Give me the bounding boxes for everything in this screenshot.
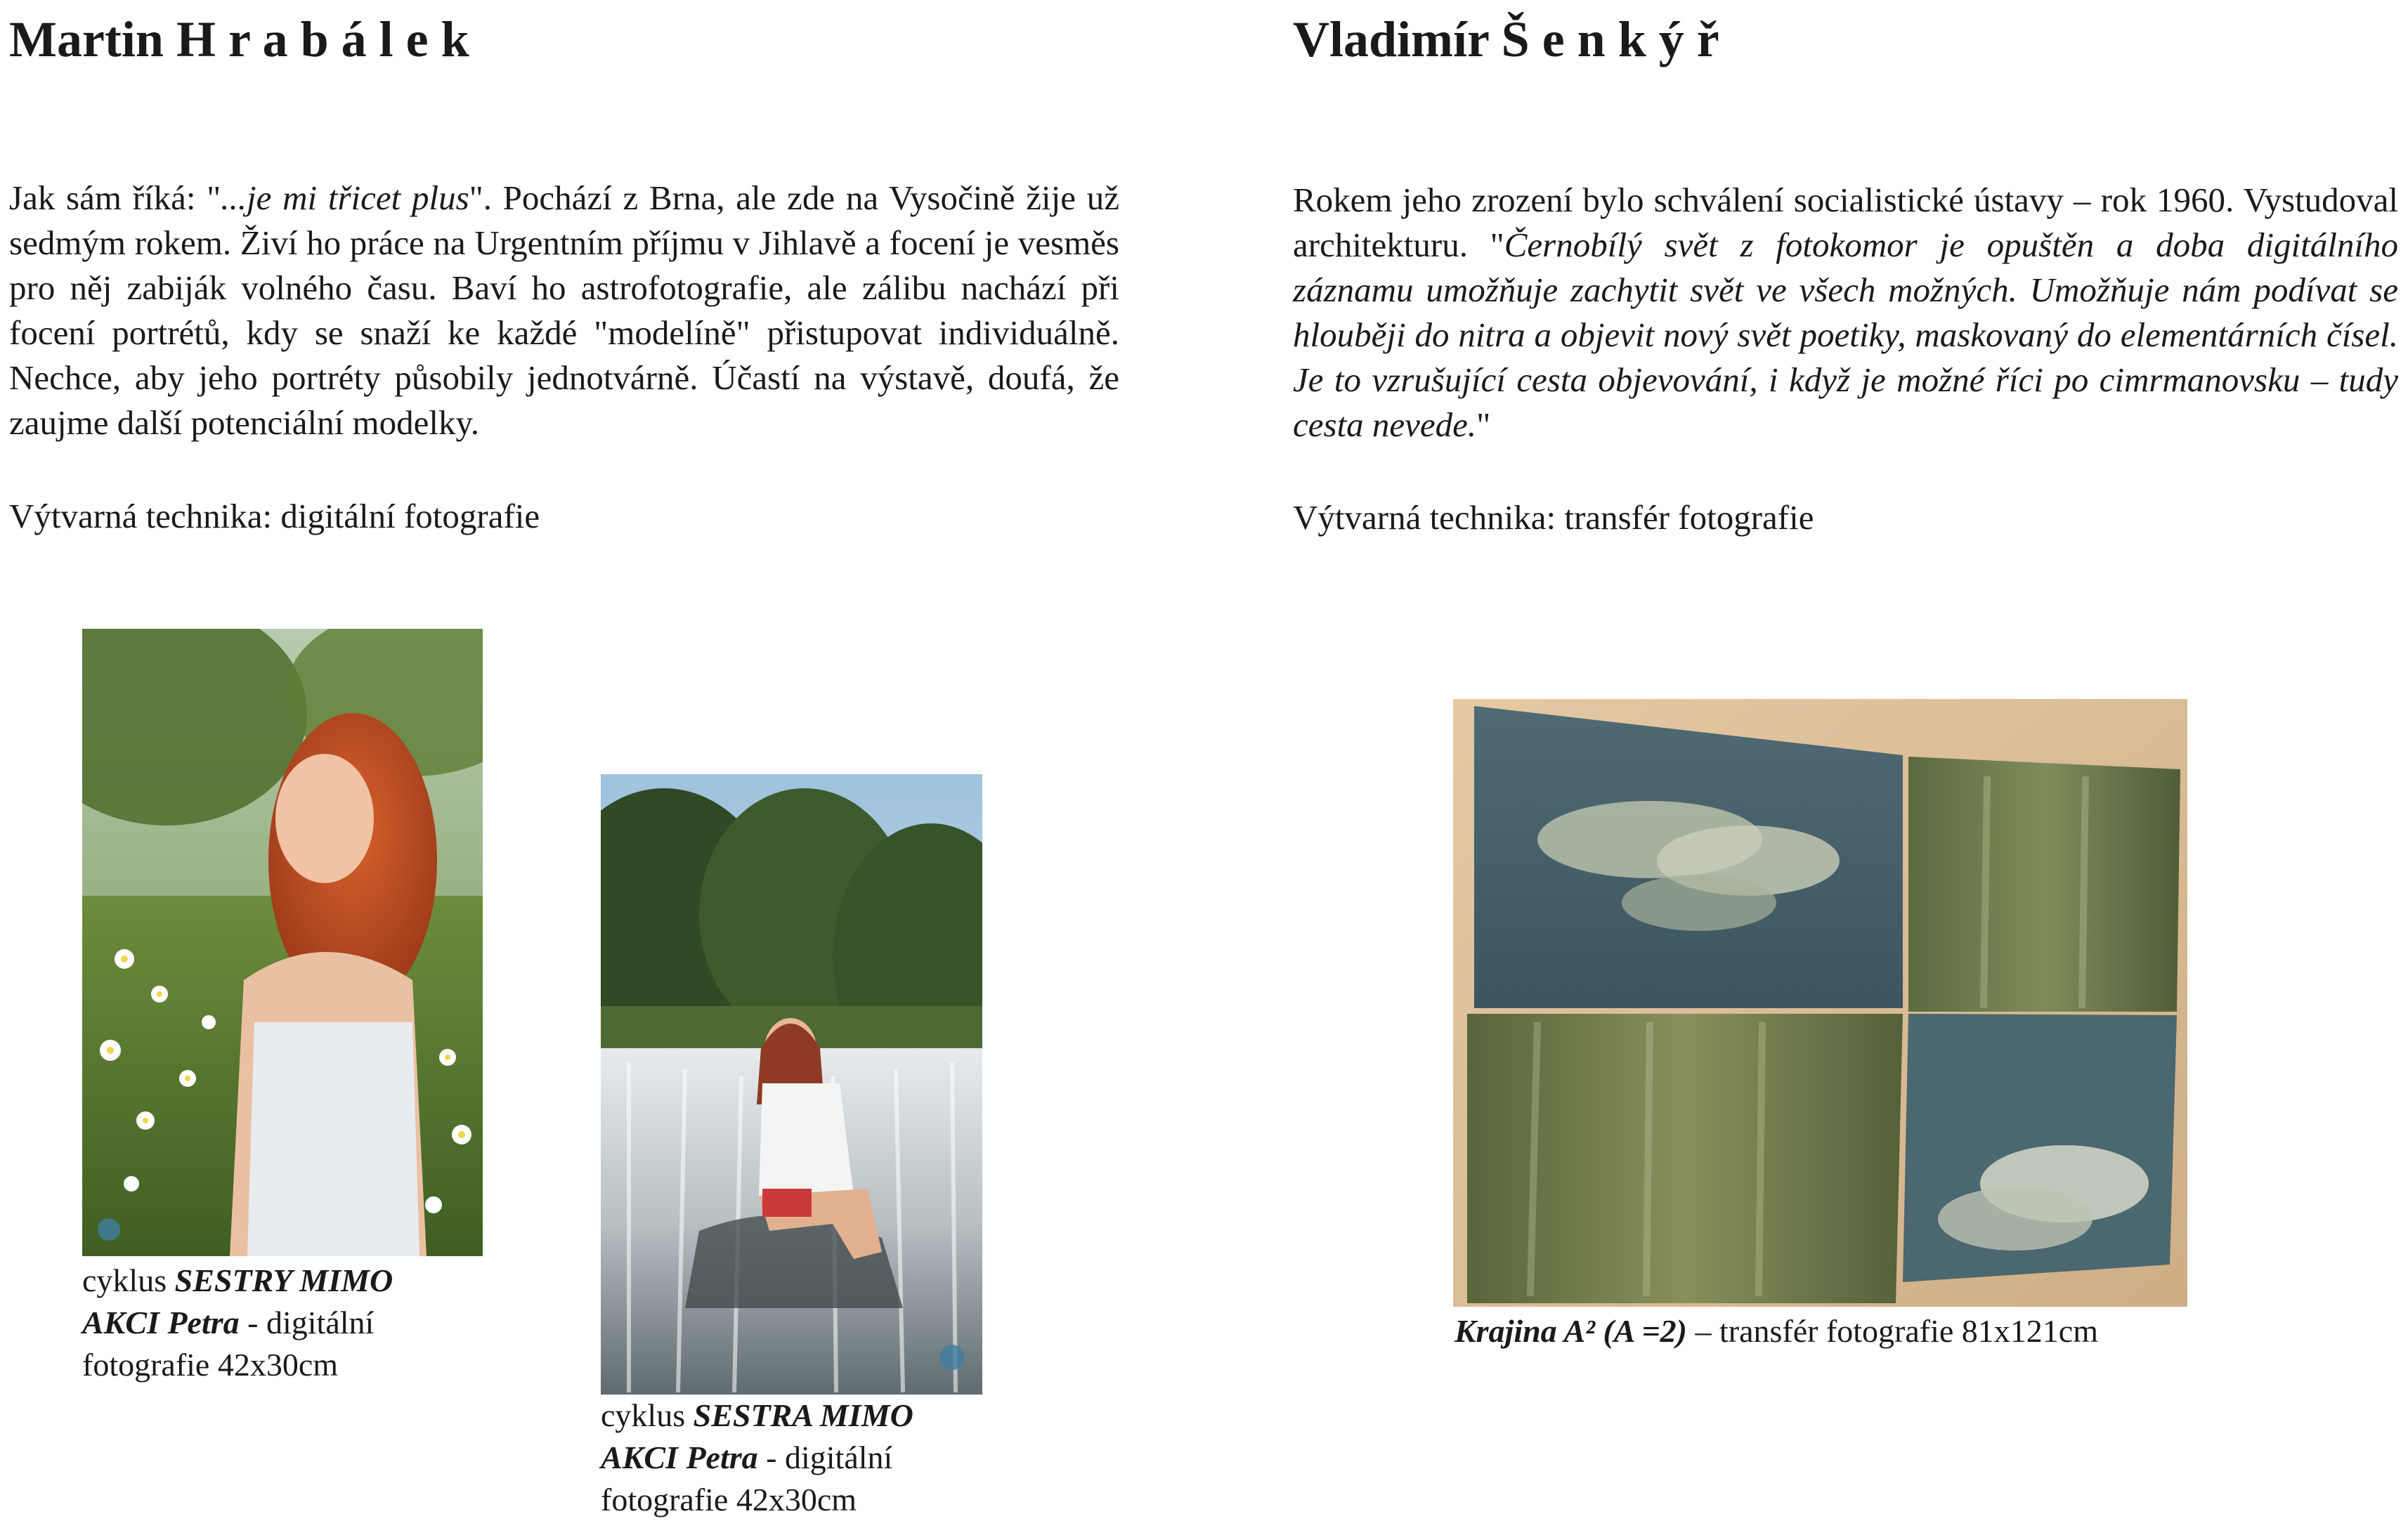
bio-senkyr [1293,178,2398,448]
bio-text-end: " [1476,405,1491,444]
photo-sestry-mimo-akci [82,629,483,1256]
bio-hrabalek [9,176,1119,445]
bio-text-rest: ". Pochází z Brna, ale zde na Vysočině žije už sedmým rokem. Živí ho práce na Urgentním příjmu v Jihlavě a focení je vesměs pro něj zabiják volného času. Baví ho astrofotografie, ale zálibu nachází při focení portrétů, kdy se snaží ke každé "modelíně" přistupovat individuálně. Nechce, aby jeho portréty působily jednotvárně. Účastí na výstavě, doufá, že zaujme další potenciální modelky. [9,178,1120,442]
caption-title: SESTRY MIMO AKCI Petra [82,1262,393,1340]
caption-details: - digitální fotografie 42x30cm [82,1305,375,1383]
caption-prefix: cyklus [601,1397,694,1433]
technique-senkyr: Výtvarná technika: transfér fotografie [1293,498,1814,537]
caption-details: - digitální fotografie 42x30cm [601,1440,893,1517]
bio-text-start: Rokem jeho zrození bylo schválení socialistické ústavy – rok 1960. Vystudoval architekturu. " [1293,181,2398,264]
bio-text-start: Jak sám říká: " [9,178,221,217]
caption-krajina [1454,1310,2098,1352]
caption-title: SESTRA MIMO AKCI Petra [601,1397,913,1475]
bio-quote: ...je mi třicet plus [221,178,469,217]
technique-hrabalek: Výtvarná technika: digitální fotografie [9,497,540,535]
photo-sestra-mimo-akci [601,774,982,1395]
artist-name-senkyr: Vladimír Š e n k ý ř [1293,11,1719,67]
photo-krajina [1453,699,2187,1307]
artist-name-hrabalek: Martin H r a b á l e k [9,11,469,67]
caption-prefix: cyklus [82,1262,175,1298]
caption-details: – transfér fotografie 81x121cm [1686,1313,2099,1349]
caption-sestra-mimo-akci [601,1395,966,1521]
caption-title: Krajina A² (A =2) [1454,1313,1687,1349]
bio-quote: Černobílý svět z fotokomor je opuštěn a doba digitálního záznamu umožňuje zachytit svět ve všech možných. Umožňuje nám podívat se hlouběji do nitra a objevit nový svět poetiky, maskovaný do elementárních čísel. Je to vzrušující cesta objevování, i když je možné říci po cimrmanovsku – tudy cesta nevede. [1293,226,2398,444]
caption-sestry-mimo-akci [82,1260,448,1386]
